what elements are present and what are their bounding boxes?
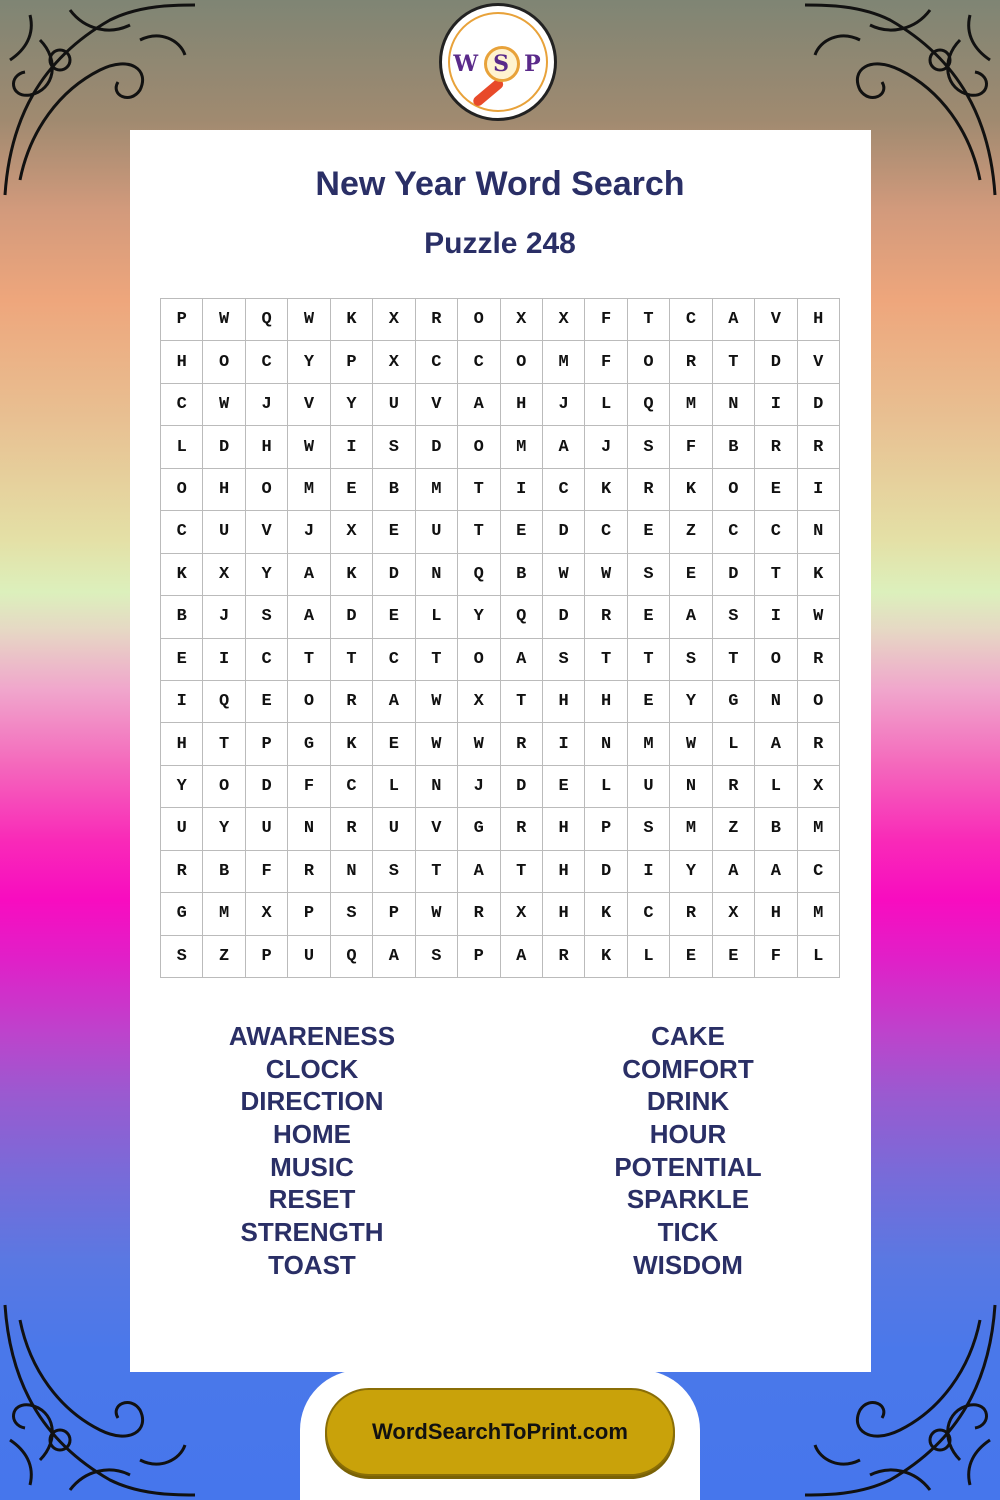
grid-cell: Y: [288, 341, 330, 383]
grid-cell: R: [670, 341, 712, 383]
grid-cell: M: [501, 426, 543, 468]
grid-cell: D: [416, 426, 458, 468]
grid-cell: C: [416, 341, 458, 383]
grid-cell: W: [670, 723, 712, 765]
grid-cell: Q: [628, 384, 670, 426]
grid-cell: L: [628, 936, 670, 978]
grid-cell: Y: [458, 596, 500, 638]
grid-cell: T: [713, 639, 755, 681]
grid-cell: T: [416, 639, 458, 681]
grid-cell: R: [161, 851, 203, 893]
grid-cell: W: [203, 299, 245, 341]
grid-cell: C: [713, 511, 755, 553]
grid-cell: P: [288, 893, 330, 935]
grid-cell: K: [161, 554, 203, 596]
grid-cell: T: [755, 554, 797, 596]
grid-cell: I: [203, 639, 245, 681]
grid-cell: N: [416, 766, 458, 808]
grid-cell: Q: [331, 936, 373, 978]
grid-cell: A: [713, 851, 755, 893]
grid-cell: O: [246, 469, 288, 511]
grid-cell: I: [331, 426, 373, 468]
grid-cell: X: [458, 681, 500, 723]
grid-cell: C: [246, 341, 288, 383]
grid-cell: T: [501, 681, 543, 723]
grid-cell: R: [585, 596, 627, 638]
grid-cell: S: [161, 936, 203, 978]
grid-cell: R: [798, 426, 840, 468]
grid-cell: M: [798, 808, 840, 850]
grid-cell: L: [373, 766, 415, 808]
puzzle-number: Puzzle 248: [424, 227, 576, 260]
grid-cell: R: [288, 851, 330, 893]
grid-cell: Z: [670, 511, 712, 553]
grid-cell: U: [373, 384, 415, 426]
grid-cell: A: [755, 851, 797, 893]
grid-cell: O: [713, 469, 755, 511]
word-list-item: CAKE: [651, 1021, 725, 1051]
grid-cell: W: [543, 554, 585, 596]
grid-cell: M: [416, 469, 458, 511]
grid-cell: Q: [501, 596, 543, 638]
word-list-item: SPARKLE: [626, 1184, 750, 1215]
grid-cell: C: [585, 511, 627, 553]
grid-cell: X: [373, 341, 415, 383]
grid-cell: G: [288, 723, 330, 765]
grid-cell: T: [501, 851, 543, 893]
grid-cell: I: [501, 469, 543, 511]
grid-cell: L: [755, 766, 797, 808]
grid-cell: D: [798, 384, 840, 426]
grid-cell: G: [458, 808, 500, 850]
word-list-item: MUSIC: [270, 1151, 354, 1182]
grid-cell: W: [416, 681, 458, 723]
grid-cell: U: [416, 511, 458, 553]
grid-cell: A: [373, 681, 415, 723]
grid-cell: V: [798, 341, 840, 383]
grid-cell: E: [246, 681, 288, 723]
grid-cell: G: [161, 893, 203, 935]
word-list-item: POTENTIAL: [614, 1151, 762, 1182]
grid-cell: X: [543, 299, 585, 341]
grid-cell: U: [203, 511, 245, 553]
grid-cell: J: [458, 766, 500, 808]
word-list-item: COMFORT: [622, 1053, 754, 1084]
grid-cell: T: [713, 341, 755, 383]
grid-cell: N: [585, 723, 627, 765]
grid-cell: Q: [458, 554, 500, 596]
grid-cell: U: [288, 936, 330, 978]
grid-cell: S: [628, 554, 670, 596]
grid-cell: P: [246, 936, 288, 978]
grid-cell: M: [670, 808, 712, 850]
logo-letter: W: [453, 51, 481, 77]
grid-cell: H: [203, 469, 245, 511]
grid-cell: D: [501, 766, 543, 808]
grid-cell: K: [331, 554, 373, 596]
word-list-item: RESET: [268, 1184, 356, 1215]
grid-cell: W: [288, 299, 330, 341]
grid-cell: J: [288, 511, 330, 553]
grid-cell: W: [798, 596, 840, 638]
grid-cell: J: [585, 426, 627, 468]
grid-cell: I: [755, 384, 797, 426]
grid-cell: D: [585, 851, 627, 893]
grid-cell: S: [628, 808, 670, 850]
grid-cell: C: [670, 299, 712, 341]
grid-cell: R: [798, 639, 840, 681]
grid-cell: Y: [331, 384, 373, 426]
grid-cell: P: [373, 893, 415, 935]
grid-cell: E: [755, 469, 797, 511]
grid-cell: A: [670, 596, 712, 638]
grid-cell: A: [501, 936, 543, 978]
grid-cell: S: [416, 936, 458, 978]
grid-cell: W: [416, 723, 458, 765]
grid-cell: F: [585, 341, 627, 383]
word-list-item: TICK: [657, 1217, 719, 1248]
grid-cell: H: [161, 341, 203, 383]
grid-cell: P: [246, 723, 288, 765]
grid-cell: E: [670, 936, 712, 978]
grid-cell: E: [501, 511, 543, 553]
grid-cell: K: [798, 554, 840, 596]
grid-cell: R: [331, 681, 373, 723]
grid-cell: J: [246, 384, 288, 426]
grid-cell: S: [670, 639, 712, 681]
grid-cell: T: [203, 723, 245, 765]
grid-cell: L: [713, 723, 755, 765]
grid-cell: H: [585, 681, 627, 723]
grid-cell: X: [798, 766, 840, 808]
grid-cell: H: [755, 893, 797, 935]
grid-cell: A: [373, 936, 415, 978]
grid-cell: B: [203, 851, 245, 893]
grid-cell: U: [161, 808, 203, 850]
grid-cell: E: [628, 511, 670, 553]
grid-cell: E: [628, 596, 670, 638]
grid-cell: N: [416, 554, 458, 596]
grid-cell: B: [755, 808, 797, 850]
logo-letters: [442, 46, 554, 82]
grid-cell: X: [713, 893, 755, 935]
grid-cell: H: [543, 808, 585, 850]
grid-cell: F: [670, 426, 712, 468]
grid-cell: I: [161, 681, 203, 723]
grid-cell: W: [203, 384, 245, 426]
grid-cell: R: [501, 808, 543, 850]
grid-cell: R: [416, 299, 458, 341]
grid-cell: H: [543, 893, 585, 935]
site-link-button[interactable]: WordSearchToPrint.com: [325, 1388, 675, 1476]
grid-cell: O: [161, 469, 203, 511]
grid-cell: W: [416, 893, 458, 935]
grid-cell: N: [713, 384, 755, 426]
word-list-left: [162, 1020, 462, 1282]
word-list-item: STRENGTH: [240, 1217, 384, 1248]
grid-cell: O: [203, 341, 245, 383]
grid-cell: N: [755, 681, 797, 723]
grid-cell: S: [628, 426, 670, 468]
grid-cell: A: [458, 384, 500, 426]
grid-cell: D: [203, 426, 245, 468]
grid-cell: P: [161, 299, 203, 341]
grid-cell: C: [755, 511, 797, 553]
grid-cell: Z: [203, 936, 245, 978]
grid-cell: V: [288, 384, 330, 426]
grid-cell: O: [458, 426, 500, 468]
grid-cell: O: [755, 639, 797, 681]
grid-cell: E: [713, 936, 755, 978]
grid-cell: R: [670, 893, 712, 935]
grid-cell: Z: [713, 808, 755, 850]
grid-cell: Y: [161, 766, 203, 808]
grid-cell: A: [501, 639, 543, 681]
word-list-item: HOME: [273, 1119, 351, 1150]
grid-cell: T: [628, 639, 670, 681]
grid-cell: K: [585, 893, 627, 935]
grid-cell: C: [543, 469, 585, 511]
grid-cell: M: [288, 469, 330, 511]
grid-cell: J: [203, 596, 245, 638]
logo-letter-magnifier: S: [484, 46, 520, 82]
grid-cell: H: [246, 426, 288, 468]
grid-cell: K: [331, 299, 373, 341]
grid-cell: H: [501, 384, 543, 426]
grid-cell: F: [755, 936, 797, 978]
grid-cell: U: [628, 766, 670, 808]
grid-cell: V: [246, 511, 288, 553]
grid-cell: S: [246, 596, 288, 638]
grid-cell: Y: [670, 681, 712, 723]
grid-cell: X: [501, 299, 543, 341]
grid-cell: R: [713, 766, 755, 808]
grid-cell: T: [585, 639, 627, 681]
grid-cell: O: [203, 766, 245, 808]
letter-grid: [160, 298, 840, 978]
grid-cell: V: [755, 299, 797, 341]
grid-cell: C: [628, 893, 670, 935]
logo-letter: P: [524, 51, 543, 77]
grid-cell: K: [331, 723, 373, 765]
word-list-item: TOAST: [268, 1249, 356, 1280]
grid-cell: B: [501, 554, 543, 596]
grid-cell: V: [416, 808, 458, 850]
grid-cell: U: [373, 808, 415, 850]
grid-cell: Y: [246, 554, 288, 596]
grid-cell: F: [288, 766, 330, 808]
grid-cell: T: [331, 639, 373, 681]
grid-cell: R: [628, 469, 670, 511]
grid-cell: D: [713, 554, 755, 596]
grid-cell: D: [373, 554, 415, 596]
grid-cell: W: [288, 426, 330, 468]
grid-cell: D: [543, 596, 585, 638]
grid-cell: P: [585, 808, 627, 850]
grid-cell: D: [246, 766, 288, 808]
grid-cell: K: [585, 936, 627, 978]
grid-cell: U: [246, 808, 288, 850]
grid-cell: A: [458, 851, 500, 893]
grid-cell: T: [628, 299, 670, 341]
grid-cell: G: [713, 681, 755, 723]
word-list-item: AWARENESS: [228, 1021, 396, 1051]
grid-cell: P: [458, 936, 500, 978]
grid-cell: N: [798, 511, 840, 553]
page-title: New Year Word Search: [315, 165, 685, 203]
grid-cell: T: [288, 639, 330, 681]
word-list-item: CLOCK: [265, 1053, 359, 1084]
grid-cell: B: [713, 426, 755, 468]
word-list-item: DIRECTION: [240, 1086, 384, 1117]
grid-cell: W: [458, 723, 500, 765]
grid-cell: Y: [203, 808, 245, 850]
grid-cell: I: [628, 851, 670, 893]
grid-cell: T: [458, 511, 500, 553]
grid-cell: O: [288, 681, 330, 723]
grid-cell: O: [501, 341, 543, 383]
word-list-item: HOUR: [649, 1119, 727, 1150]
grid-cell: O: [458, 299, 500, 341]
grid-cell: L: [585, 766, 627, 808]
grid-cell: E: [373, 723, 415, 765]
grid-cell: S: [543, 639, 585, 681]
grid-cell: P: [331, 341, 373, 383]
grid-cell: L: [416, 596, 458, 638]
grid-cell: W: [585, 554, 627, 596]
grid-cell: N: [288, 808, 330, 850]
grid-cell: S: [373, 851, 415, 893]
word-list-item: DRINK: [646, 1086, 730, 1117]
grid-cell: R: [543, 936, 585, 978]
grid-cell: A: [713, 299, 755, 341]
grid-cell: R: [331, 808, 373, 850]
grid-cell: I: [543, 723, 585, 765]
grid-cell: L: [798, 936, 840, 978]
grid-cell: M: [543, 341, 585, 383]
grid-cell: E: [628, 681, 670, 723]
grid-cell: B: [373, 469, 415, 511]
grid-cell: C: [246, 639, 288, 681]
grid-cell: R: [755, 426, 797, 468]
grid-cell: Y: [670, 851, 712, 893]
grid-cell: C: [373, 639, 415, 681]
grid-cell: K: [670, 469, 712, 511]
grid-cell: I: [798, 469, 840, 511]
grid-cell: C: [798, 851, 840, 893]
grid-cell: D: [331, 596, 373, 638]
grid-cell: D: [755, 341, 797, 383]
grid-cell: A: [288, 596, 330, 638]
grid-cell: E: [373, 511, 415, 553]
grid-cell: V: [416, 384, 458, 426]
grid-cell: H: [543, 681, 585, 723]
grid-cell: X: [331, 511, 373, 553]
grid-cell: M: [798, 893, 840, 935]
grid-cell: M: [203, 893, 245, 935]
grid-cell: S: [373, 426, 415, 468]
grid-cell: M: [670, 384, 712, 426]
grid-cell: D: [543, 511, 585, 553]
word-list-item: WISDOM: [633, 1249, 743, 1280]
grid-cell: X: [203, 554, 245, 596]
grid-cell: N: [670, 766, 712, 808]
grid-cell: E: [670, 554, 712, 596]
grid-cell: R: [798, 723, 840, 765]
word-list-right: [538, 1020, 838, 1282]
grid-cell: C: [458, 341, 500, 383]
grid-cell: X: [501, 893, 543, 935]
grid-cell: Q: [203, 681, 245, 723]
grid-cell: A: [543, 426, 585, 468]
grid-cell: S: [713, 596, 755, 638]
grid-cell: O: [458, 639, 500, 681]
wsp-logo: [439, 3, 557, 121]
grid-cell: L: [161, 426, 203, 468]
grid-cell: R: [458, 893, 500, 935]
grid-cell: E: [543, 766, 585, 808]
grid-cell: C: [161, 511, 203, 553]
grid-cell: M: [628, 723, 670, 765]
grid-cell: X: [246, 893, 288, 935]
grid-cell: L: [585, 384, 627, 426]
grid-cell: F: [585, 299, 627, 341]
grid-cell: K: [585, 469, 627, 511]
grid-cell: H: [543, 851, 585, 893]
grid-cell: H: [161, 723, 203, 765]
grid-cell: S: [331, 893, 373, 935]
grid-cell: J: [543, 384, 585, 426]
grid-cell: C: [161, 384, 203, 426]
grid-cell: E: [373, 596, 415, 638]
grid-cell: A: [288, 554, 330, 596]
grid-cell: O: [798, 681, 840, 723]
grid-cell: N: [331, 851, 373, 893]
grid-cell: H: [798, 299, 840, 341]
grid-cell: E: [331, 469, 373, 511]
grid-cell: B: [161, 596, 203, 638]
grid-cell: E: [161, 639, 203, 681]
grid-cell: X: [373, 299, 415, 341]
grid-cell: O: [628, 341, 670, 383]
grid-cell: I: [755, 596, 797, 638]
grid-cell: A: [755, 723, 797, 765]
grid-cell: F: [246, 851, 288, 893]
grid-cell: T: [416, 851, 458, 893]
grid-cell: T: [458, 469, 500, 511]
grid-cell: C: [331, 766, 373, 808]
grid-cell: R: [501, 723, 543, 765]
grid-cell: Q: [246, 299, 288, 341]
